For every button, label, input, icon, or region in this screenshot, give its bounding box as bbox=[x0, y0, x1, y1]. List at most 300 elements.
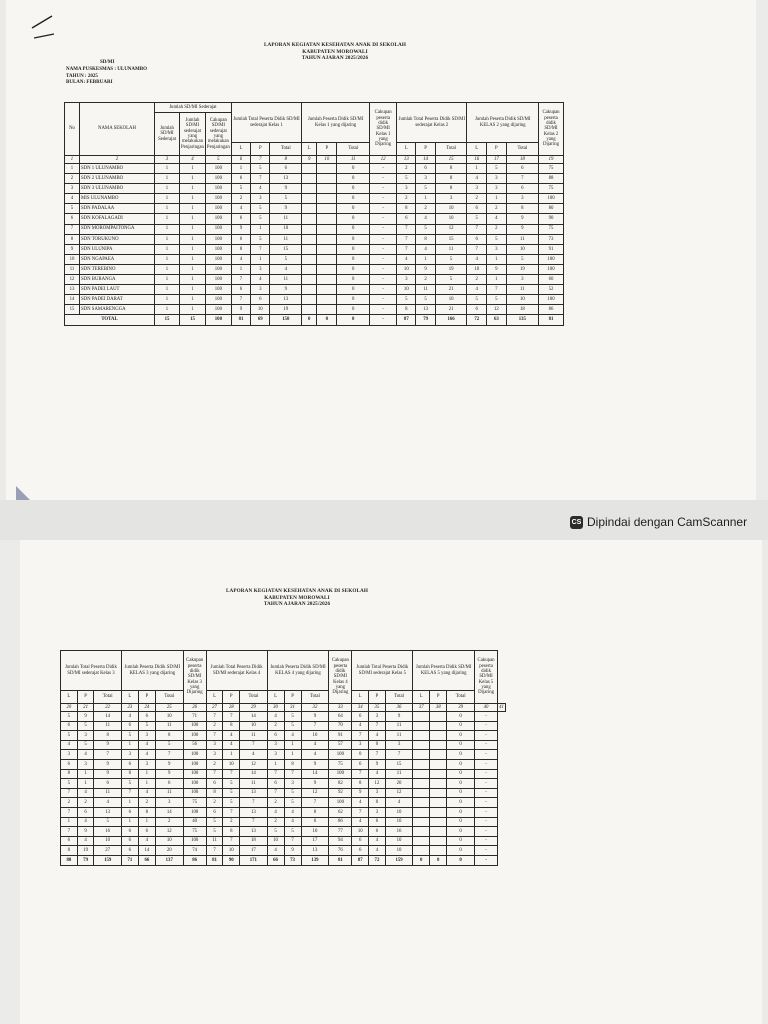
table-cell: 1 bbox=[77, 769, 94, 779]
column-number: 30 bbox=[267, 704, 284, 712]
table-cell: 2 bbox=[77, 798, 94, 808]
table-cell: 8 bbox=[223, 827, 240, 837]
header-total: Total bbox=[240, 691, 267, 704]
header-p: P bbox=[223, 691, 240, 704]
table-cell: 5 bbox=[435, 275, 467, 285]
table-cell: 0 bbox=[337, 174, 370, 184]
table-cell: 7 bbox=[301, 798, 329, 808]
total-cell: 87 bbox=[352, 855, 369, 865]
table-cell: 75 bbox=[183, 798, 206, 808]
school-name-cell: SDN SAMARENGGA bbox=[80, 305, 155, 315]
table-cell bbox=[302, 254, 317, 264]
column-number: 11 bbox=[337, 156, 370, 164]
table-cell: 100 bbox=[205, 254, 231, 264]
table-cell: 10 bbox=[435, 295, 467, 305]
table-cell: - bbox=[475, 740, 498, 750]
school-name-cell: SDN PADEI LAUT bbox=[80, 285, 155, 295]
table-cell: 0 bbox=[369, 798, 386, 808]
table-row bbox=[61, 846, 506, 856]
table-cell: 3 bbox=[206, 740, 223, 750]
report-title-line2: KABUPATEN MOROWALI bbox=[302, 48, 368, 55]
table-cell: - bbox=[370, 264, 397, 274]
table-cell: - bbox=[475, 779, 498, 789]
table-cell: 3 bbox=[487, 244, 507, 254]
table-cell: 10 bbox=[223, 846, 240, 856]
table-cell: 7 bbox=[467, 244, 487, 254]
table-cell: 11 bbox=[270, 214, 302, 224]
table-cell: 4 bbox=[369, 769, 386, 779]
header-total-kelas3: Jumlah Total Peserta Didik SD/MI sederajat Kelas 3 bbox=[61, 651, 122, 691]
table-row bbox=[61, 827, 506, 837]
table-cell: 11 bbox=[270, 275, 302, 285]
table-cell: 4 bbox=[369, 836, 386, 846]
table-cell: 5 bbox=[284, 827, 301, 837]
table-cell: 11 bbox=[385, 731, 412, 741]
table-cell bbox=[302, 164, 317, 174]
table-row bbox=[65, 224, 564, 234]
table-cell: 6 bbox=[267, 779, 284, 789]
table-cell: 1 bbox=[155, 305, 180, 315]
table-cell: 1 bbox=[155, 244, 180, 254]
header-l: L bbox=[397, 143, 416, 156]
table-cell: 1 bbox=[155, 224, 180, 234]
table-cell: 5 bbox=[61, 779, 78, 789]
table-cell: 100 bbox=[183, 721, 206, 731]
total-cell: 0 bbox=[337, 315, 370, 325]
table-cell: 5 bbox=[506, 254, 538, 264]
table-cell: 1 bbox=[180, 184, 206, 194]
table-cell: 3 bbox=[267, 740, 284, 750]
header-total: Total bbox=[301, 691, 329, 704]
table-cell: 5 bbox=[487, 234, 507, 244]
column-number: 10 bbox=[317, 156, 337, 164]
table-cell: 14 bbox=[240, 769, 267, 779]
report-title-line1: LAPORAN KEGIATAN KESEHATAN ANAK DI SEKOLAH bbox=[225, 588, 369, 594]
report-meta bbox=[66, 60, 147, 87]
table-cell: 5 bbox=[416, 184, 435, 194]
table-cell: 4 bbox=[369, 731, 386, 741]
table-cell: 1 bbox=[180, 174, 206, 184]
table-cell: 12 bbox=[487, 305, 507, 315]
table-cell: 100 bbox=[183, 779, 206, 789]
table-cell: 5 bbox=[397, 174, 416, 184]
table-cell: 4 bbox=[231, 204, 250, 214]
school-name-cell: SDN 1 ULUNAMBO bbox=[80, 164, 155, 174]
table-cell: 1 bbox=[155, 164, 180, 174]
table-cell: 1 bbox=[155, 214, 180, 224]
column-number: 40 bbox=[475, 704, 498, 712]
table-cell: 2 bbox=[397, 194, 416, 204]
table-cell: 3 bbox=[121, 750, 138, 760]
table-cell: 5 bbox=[251, 164, 270, 174]
table-cell: - bbox=[475, 788, 498, 798]
table-cell: 7 bbox=[385, 750, 412, 760]
table-cell: 8 bbox=[301, 807, 329, 817]
column-number: 27 bbox=[206, 704, 223, 712]
table-cell: 7 bbox=[94, 750, 121, 760]
table-cell: 0 bbox=[337, 264, 370, 274]
table-row bbox=[65, 305, 564, 315]
table-cell: 3 bbox=[435, 194, 467, 204]
table-cell: 3 bbox=[138, 731, 155, 741]
table-cell: 100 bbox=[205, 204, 231, 214]
table-cell: 7 bbox=[65, 224, 80, 234]
table-cell: - bbox=[475, 807, 498, 817]
table-cell: 1 bbox=[77, 779, 94, 789]
total-cell: 15 bbox=[180, 315, 206, 325]
table-cell: 1 bbox=[155, 295, 180, 305]
table-cell: 1 bbox=[487, 194, 507, 204]
table-cell: 77 bbox=[329, 827, 352, 837]
table-cell: 9 bbox=[416, 264, 435, 274]
table-cell: 14 bbox=[301, 769, 329, 779]
table-cell: 40 bbox=[183, 817, 206, 827]
table-cell: 9 bbox=[270, 184, 302, 194]
table-cell: 0 bbox=[447, 712, 475, 722]
table-cell: 7 bbox=[206, 712, 223, 722]
table-cell: 11 bbox=[155, 788, 183, 798]
table-cell bbox=[317, 174, 337, 184]
table-cell: 15 bbox=[270, 244, 302, 254]
table-cell: 1 bbox=[180, 285, 206, 295]
table-cell: 12 bbox=[155, 827, 183, 837]
table-cell: 1 bbox=[487, 275, 507, 285]
table-cell: 100 bbox=[539, 295, 564, 305]
table-cell: 4 bbox=[138, 740, 155, 750]
table-cell: 8 bbox=[138, 807, 155, 817]
column-number: 34 bbox=[352, 704, 369, 712]
table-cell: 2 bbox=[206, 759, 223, 769]
table-cell: 100 bbox=[329, 798, 352, 808]
table-cell: 5 bbox=[416, 295, 435, 305]
table-cell: 13 bbox=[270, 295, 302, 305]
table-cell: 8 bbox=[435, 174, 467, 184]
table-cell: 6 bbox=[301, 817, 329, 827]
table-cell: 3 bbox=[61, 750, 78, 760]
table-cell bbox=[302, 174, 317, 184]
table-cell: 9 bbox=[301, 779, 329, 789]
table-cell: 15 bbox=[385, 759, 412, 769]
table-cell: 15 bbox=[65, 305, 80, 315]
table-cell: 4 bbox=[267, 807, 284, 817]
table-cell: 9 bbox=[270, 285, 302, 295]
table-cell: 7 bbox=[223, 807, 240, 817]
table-cell: 9 bbox=[155, 769, 183, 779]
table-cell: 1 bbox=[180, 204, 206, 214]
header-l: L bbox=[267, 691, 284, 704]
table-cell: 4 bbox=[284, 817, 301, 827]
table-cell: 8 bbox=[231, 244, 250, 254]
table-cell: 6 bbox=[138, 712, 155, 722]
header-cakupan-kelas5: Cakupan peserta didik SD/MI Kelas 5 yang Dijaring bbox=[475, 651, 498, 704]
table-row bbox=[61, 712, 506, 722]
total-cell: 81 bbox=[539, 315, 564, 325]
table-cell: 10 bbox=[352, 827, 369, 837]
table-cell: 0 bbox=[447, 827, 475, 837]
table-cell: 0 bbox=[337, 234, 370, 244]
table-row bbox=[65, 164, 564, 174]
table-cell: 0 bbox=[337, 295, 370, 305]
table-cell: 12 bbox=[301, 788, 329, 798]
table-cell: 11 bbox=[506, 285, 538, 295]
table-cell: 2 bbox=[267, 817, 284, 827]
table-cell bbox=[413, 750, 430, 760]
table-cell: 7 bbox=[284, 836, 301, 846]
table-cell: 10 bbox=[435, 214, 467, 224]
table-cell: 100 bbox=[205, 174, 231, 184]
school-name-cell: MIS ULUNAMBO bbox=[80, 194, 155, 204]
table-cell: 16 bbox=[94, 827, 121, 837]
table-cell: 2 bbox=[65, 174, 80, 184]
table-row bbox=[65, 194, 564, 204]
table-cell: - bbox=[370, 194, 397, 204]
table-cell: 0 bbox=[337, 164, 370, 174]
column-number: 14 bbox=[416, 156, 435, 164]
table-cell: 6 bbox=[61, 836, 78, 846]
table-cell: 10 bbox=[270, 224, 302, 234]
table-cell: 10 bbox=[155, 712, 183, 722]
column-number: 23 bbox=[121, 704, 138, 712]
table-cell: 0 bbox=[337, 224, 370, 234]
table-cell: 0 bbox=[447, 798, 475, 808]
table-row bbox=[61, 807, 506, 817]
table-cell: 7 bbox=[251, 174, 270, 184]
table-cell bbox=[430, 779, 447, 789]
table-cell: 0 bbox=[337, 305, 370, 315]
table-cell: 9 bbox=[369, 759, 386, 769]
table-cell: - bbox=[475, 750, 498, 760]
table-cell bbox=[317, 234, 337, 244]
table-cell: 7 bbox=[267, 769, 284, 779]
column-number: 35 bbox=[369, 704, 386, 712]
header-cakupan-kelas3: Cakupan peserta didik SD/MI Kelas 3 yang Dijaring bbox=[183, 651, 206, 704]
table-cell: 3 bbox=[138, 759, 155, 769]
table-cell: 10 bbox=[223, 759, 240, 769]
table-cell: 5 bbox=[267, 827, 284, 837]
table-cell: 4 bbox=[416, 214, 435, 224]
table-cell: 11 bbox=[65, 264, 80, 274]
table-cell: 10 bbox=[251, 305, 270, 315]
table-cell: 86 bbox=[329, 817, 352, 827]
table-cell: 8 bbox=[206, 788, 223, 798]
school-name-cell: SDN BURANGA bbox=[80, 275, 155, 285]
camscanner-text: Dipindai dengan CamScanner bbox=[587, 515, 748, 529]
table-cell: 7 bbox=[251, 244, 270, 254]
total-cell: 0 bbox=[430, 855, 447, 865]
table-cell: 1 bbox=[267, 759, 284, 769]
table-cell: 2 bbox=[467, 275, 487, 285]
table-cell bbox=[430, 759, 447, 769]
school-name-cell: SDN 2 ULUNAMBO bbox=[80, 174, 155, 184]
table-cell: 4 bbox=[240, 750, 267, 760]
table-cell: 1 bbox=[180, 254, 206, 264]
table-cell: 7 bbox=[397, 234, 416, 244]
column-number-row bbox=[65, 156, 564, 164]
table-cell bbox=[413, 788, 430, 798]
total-cell: 135 bbox=[506, 315, 538, 325]
table-cell: 1 bbox=[65, 164, 80, 174]
column-number: 26 bbox=[183, 704, 206, 712]
table-cell: 5 bbox=[284, 721, 301, 731]
table-cell: 10 bbox=[155, 836, 183, 846]
school-name-cell: SDN TEREBINO bbox=[80, 264, 155, 274]
header-p: P bbox=[317, 143, 337, 156]
table-cell: 1 bbox=[138, 779, 155, 789]
header-cakupan-sdmi: Cakupan SD/MI sederajat yang melakukan Penjaringan bbox=[205, 113, 231, 156]
table-cell: 9 bbox=[487, 264, 507, 274]
header-l: L bbox=[61, 691, 78, 704]
table-cell: 4 bbox=[352, 798, 369, 808]
table-cell: 6 bbox=[121, 807, 138, 817]
table-cell: 9 bbox=[155, 759, 183, 769]
table-cell: 3 bbox=[487, 184, 507, 194]
table-cell: 9 bbox=[301, 712, 329, 722]
total-cell: 100 bbox=[205, 315, 231, 325]
table-cell: 15 bbox=[435, 234, 467, 244]
table-cell: 6 bbox=[267, 731, 284, 741]
table-cell: 6 bbox=[270, 164, 302, 174]
table-cell: 3 bbox=[251, 285, 270, 295]
table-cell: 6 bbox=[369, 827, 386, 837]
table-cell: 6 bbox=[467, 305, 487, 315]
table-cell: 10 bbox=[397, 285, 416, 295]
table-cell: - bbox=[370, 174, 397, 184]
table-cell: 100 bbox=[539, 194, 564, 204]
table-cell: 1 bbox=[231, 264, 250, 274]
table-cell: 21 bbox=[435, 285, 467, 295]
table-cell: 6 bbox=[121, 827, 138, 837]
table-cell: 1 bbox=[180, 264, 206, 274]
report-header-page1 bbox=[230, 42, 440, 62]
table-cell: 7 bbox=[284, 769, 301, 779]
total-cell: 66 bbox=[267, 855, 284, 865]
table-cell: - bbox=[475, 817, 498, 827]
report-puskesmas: NAMA PUSKESMAS : ULUNAMBO bbox=[66, 66, 147, 72]
table-cell: 13 bbox=[301, 846, 329, 856]
column-number: 3 bbox=[155, 156, 180, 164]
table-cell: 6 bbox=[231, 174, 250, 184]
table-cell: 18 bbox=[506, 305, 538, 315]
table-cell: 4 bbox=[65, 194, 80, 204]
header-l: L bbox=[467, 143, 487, 156]
report-title-line3: TAHUN AJARAN 2025/2026 bbox=[301, 55, 369, 62]
column-number: 24 bbox=[138, 704, 155, 712]
table-cell: 4 bbox=[369, 846, 386, 856]
table-cell bbox=[302, 184, 317, 194]
table-cell: 5 bbox=[223, 798, 240, 808]
table-cell: 75 bbox=[183, 827, 206, 837]
table-cell bbox=[317, 285, 337, 295]
table-cell: 10 bbox=[506, 295, 538, 305]
column-number: 4 bbox=[180, 156, 206, 164]
table-cell: 3 bbox=[267, 750, 284, 760]
header-dijaring-kelas4: Jumlah Peserta Didik SD/MI KELAS 4 yang dijaring bbox=[267, 651, 329, 691]
column-number: 41 bbox=[499, 704, 504, 710]
column-number: 20 bbox=[61, 704, 78, 712]
table-cell: 4 bbox=[223, 731, 240, 741]
table-cell: 1 bbox=[155, 174, 180, 184]
table-cell bbox=[413, 712, 430, 722]
table-cell: 14 bbox=[94, 712, 121, 722]
table-cell: 0 bbox=[447, 731, 475, 741]
table-cell: 3 bbox=[487, 174, 507, 184]
column-number: 1 bbox=[65, 156, 80, 164]
table-cell bbox=[302, 234, 317, 244]
table-cell: - bbox=[370, 295, 397, 305]
table-cell: 17 bbox=[301, 836, 329, 846]
table-cell: 6 bbox=[65, 214, 80, 224]
header-cakupan-kelas1: Cakupan peserta didik SD/MI Kelas 1 yang Dijaring bbox=[370, 103, 397, 156]
table-cell: 3 bbox=[506, 275, 538, 285]
header-jumlah-sdmi: Jumlah SD/MI Sederajat bbox=[155, 103, 232, 113]
table-cell: 9 bbox=[506, 224, 538, 234]
table-cell: 3 bbox=[284, 779, 301, 789]
table-cell: 1 bbox=[284, 740, 301, 750]
column-number: 6 bbox=[231, 156, 250, 164]
table-cell: 7 bbox=[206, 769, 223, 779]
table-cell: 14 bbox=[138, 846, 155, 856]
table-cell: 73 bbox=[539, 234, 564, 244]
table-cell: 9 bbox=[506, 214, 538, 224]
table-cell: 1 bbox=[180, 194, 206, 204]
table-cell bbox=[413, 759, 430, 769]
column-number: 21 bbox=[77, 704, 94, 712]
table-cell: 1 bbox=[416, 254, 435, 264]
table-cell: 5 bbox=[231, 184, 250, 194]
table-row bbox=[61, 731, 506, 741]
total-cell: 72 bbox=[467, 315, 487, 325]
table-cell bbox=[317, 224, 337, 234]
table-cell: 8 bbox=[397, 305, 416, 315]
table-cell: 5 bbox=[487, 295, 507, 305]
table-cell: 100 bbox=[205, 275, 231, 285]
table-cell: 5 bbox=[61, 731, 78, 741]
table-cell: 0 bbox=[447, 817, 475, 827]
table-cell: 2 bbox=[487, 224, 507, 234]
table-cell: 100 bbox=[183, 836, 206, 846]
table-cell: 9 bbox=[385, 712, 412, 722]
report-title-line3: TAHUN AJARAN 2025/2026 bbox=[263, 601, 331, 608]
table-cell: 4 bbox=[61, 740, 78, 750]
table-cell: 88 bbox=[539, 174, 564, 184]
header-l: L bbox=[231, 143, 250, 156]
table-cell: 1 bbox=[121, 798, 138, 808]
table-cell bbox=[430, 769, 447, 779]
table-cell: 11 bbox=[240, 731, 267, 741]
table-cell: 3 bbox=[369, 788, 386, 798]
table-cell: 5 bbox=[397, 295, 416, 305]
table-cell: - bbox=[475, 769, 498, 779]
table-cell: 1 bbox=[121, 817, 138, 827]
table-cell: - bbox=[475, 721, 498, 731]
total-cell: 63 bbox=[487, 315, 507, 325]
table-cell: 0 bbox=[447, 779, 475, 789]
table-kelas-3-5 bbox=[60, 650, 506, 866]
table-cell: 5 bbox=[155, 740, 183, 750]
table-cell: 5 bbox=[435, 254, 467, 264]
table-cell: 0 bbox=[352, 750, 369, 760]
table-cell: 80 bbox=[539, 204, 564, 214]
table-cell: 11 bbox=[206, 836, 223, 846]
table-cell: - bbox=[475, 759, 498, 769]
table-cell: 0 bbox=[337, 244, 370, 254]
table-cell bbox=[430, 788, 447, 798]
table-cell: 100 bbox=[205, 264, 231, 274]
table-cell: 10 bbox=[385, 836, 412, 846]
table-cell: 1 bbox=[155, 275, 180, 285]
table-cell: 9 bbox=[352, 788, 369, 798]
table-cell: 3 bbox=[416, 174, 435, 184]
